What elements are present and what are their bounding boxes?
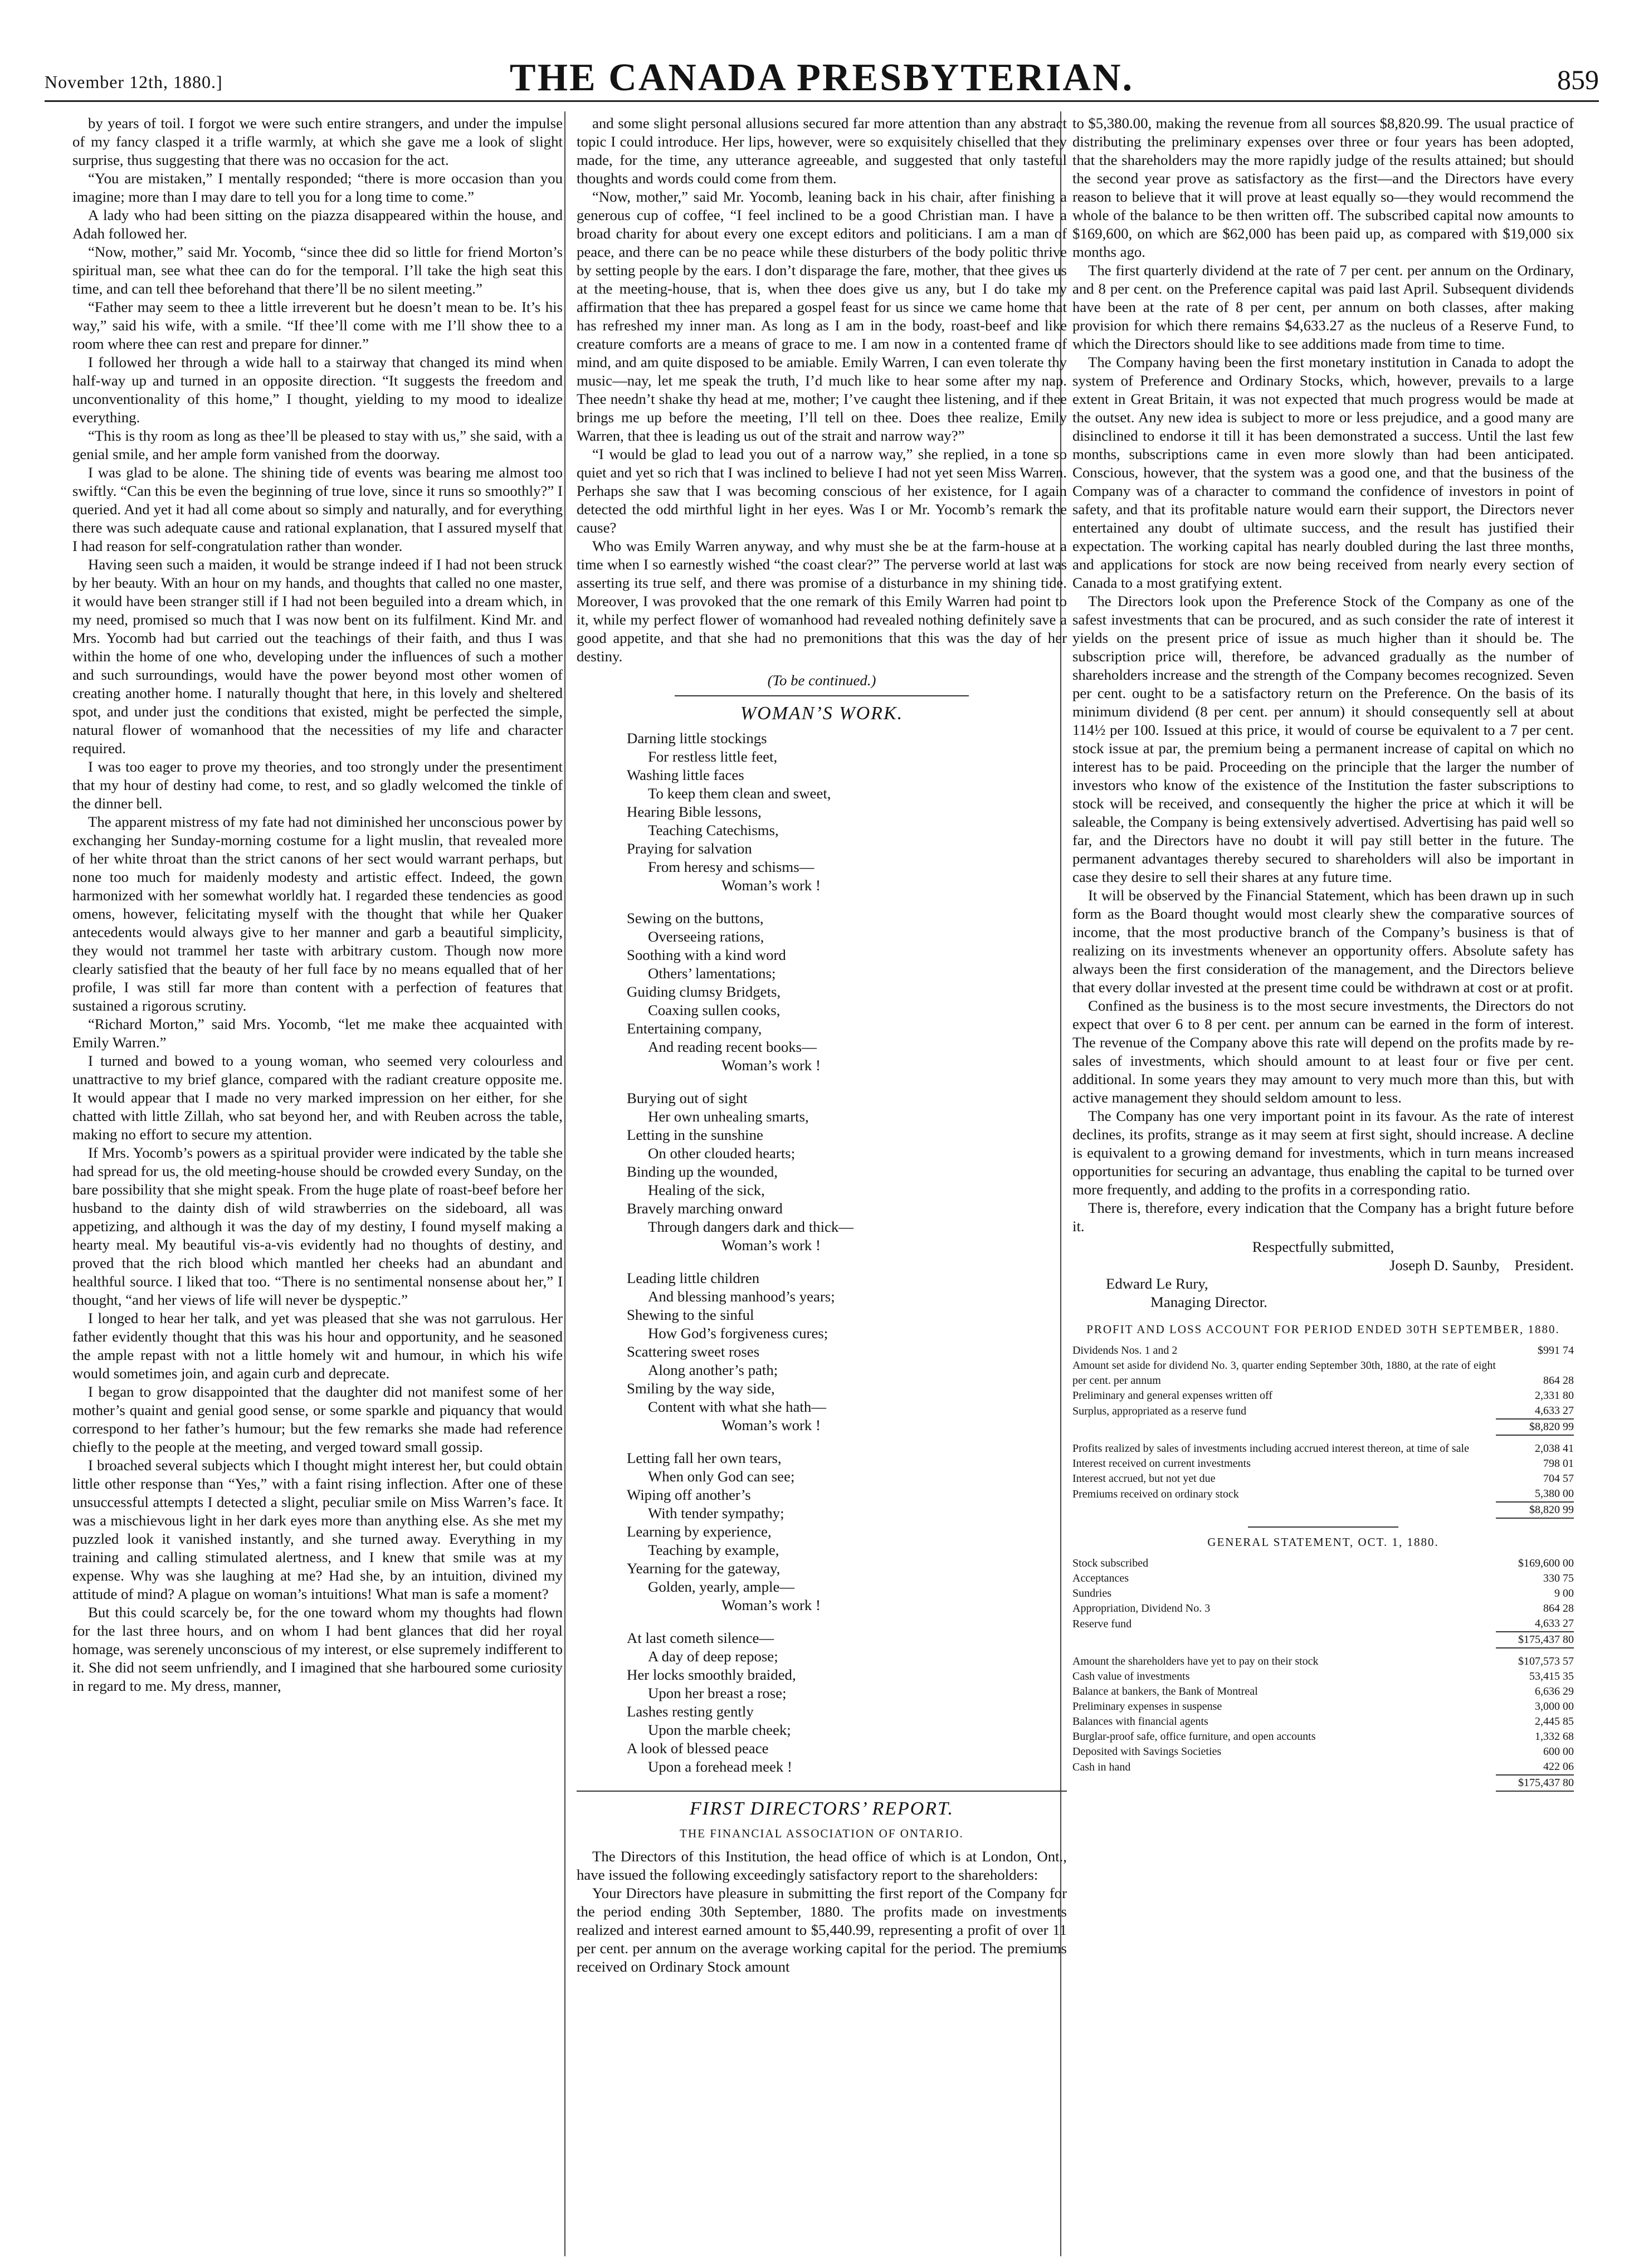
poem-line: For restless little feet, <box>648 748 778 765</box>
account-amount: 600 00 <box>1543 1745 1574 1758</box>
account-label: Amount the shareholders have yet to pay on their stock <box>1072 1655 1319 1667</box>
poem-line: Upon a forehead meek ! <box>648 1758 792 1775</box>
poem-line: Bravely marching onward <box>627 1200 783 1217</box>
paragraph: “You are mistaken,” I mentally responded; “there is more occasion than you imagine; more than I may dare to tell you for a long time to come.” <box>72 170 563 205</box>
account-label: Deposited with Savings Societies <box>1072 1745 1222 1758</box>
poem-line: On other clouded hearts; <box>648 1145 796 1162</box>
account-row <box>1072 1471 1574 1486</box>
account-label: Burglar-proof safe, office furniture, and open accounts <box>1072 1730 1316 1743</box>
poem-line: And blessing manhood’s years; <box>648 1288 835 1305</box>
section-divider <box>1248 1526 1398 1528</box>
poem-line: Leading little children <box>627 1270 760 1286</box>
account-row <box>1072 1759 1574 1775</box>
poem-line: Upon her breast a rose; <box>648 1685 787 1701</box>
paragraph: I broached several subjects which I thought might interest her, but could obtain little other response than “Yes,” with a faint rising inflection. After one of these unsuccessful attempts I detected a slight, peculiar smile on Miss Warren’s face. It was a mischievous light in her dark eyes more than anything else. As she met my puzzled look it vanished instantly, and she turned away. Everything in my training and calling stimulated alertness, and I knew that smile was at my expense. Why was she laughing at me? Had she, by an intuition, divined my attitude of mind? A plague on woman’s intuitions! What man is safe a moment? <box>72 1457 563 1602</box>
account-row <box>1072 1744 1574 1759</box>
paragraph: Who was Emily Warren anyway, and why must she be at the farm-house at a time when I so earnestly wished “the coast clear?” The perverse world at last was asserting its true self, and there was promise of a disturbance in my shining tide. Moreover, I was provoked that the one remark of this Emily Warren had point to it, while my perfect flower of womanhood had revealed nothing definitely save a good appetite, and that she had no premonitions that this was the day of her destiny. <box>577 538 1067 665</box>
paragraph: Confined as the business is to the most secure investments, the Directors do not expect that over 6 to 8 per cent. per annum can be earned in the form of interest. The revenue of the Company above this rate will depend on the profits made by re-sales of investments, which should amount to at least four or five per cent. additional. In some years they may amount to very much more than this, but with active management they should seldom amount to less. <box>1072 997 1574 1106</box>
account-label: Premiums received on ordinary stock <box>1072 1488 1239 1500</box>
account-total-row <box>1072 1419 1574 1435</box>
poem-line: A look of blessed peace <box>627 1740 769 1757</box>
pl-account-debits-table <box>1072 1343 1574 1436</box>
paragraph: I followed her through a wide hall to a stairway that changed its mind when half-way up and turned in an opposite direction. “It suggests the freedom and unconventionality of this home,” I thought, yielding to my mood to idealize everything. <box>72 354 563 426</box>
signature-president <box>1072 1256 1574 1275</box>
account-amount: $169,600 00 <box>1518 1557 1574 1569</box>
poem-line: Sewing on the buttons, <box>627 910 764 926</box>
account-total: $175,437 80 <box>1496 1775 1574 1791</box>
account-label: Cash value of investments <box>1072 1670 1190 1682</box>
poem-line: Teaching by example, <box>648 1542 779 1558</box>
poem-line: Woman’s work ! <box>721 1237 821 1254</box>
account-row <box>1072 1586 1574 1601</box>
paragraph: The apparent mistress of my fate had not diminished her unconscious power by exchanging her Sunday-morning costume for a light muslin, that revealed more of her white throat than the strict canons of her sect would warrant perhaps, but none too much for maidenly modesty and artistic effect. Indeed, the gown harmonized with her somewhat worldly hat. I regarded these tendencies as good omens, however, felicitating myself with the thought that while her Quaker antecedents would always give to her manner and garb a beautiful simplicity, they would not trammel her taste with arbitrary custom. Though now more clearly satisfied that the beauty of her full face by no means equalled that of her profile, I was still far more than content with a perfection of features that sustained a rigorous scrutiny. <box>72 813 563 1014</box>
paragraph: “Now, mother,” said Mr. Yocomb, “since thee did so little for friend Morton’s spiritual man, see what thee can do for the temporal. I’ll take the high seat this time, and can tell thee beforehand that there’ll be no silent meeting.” <box>72 243 563 297</box>
poem-line: Scattering sweet roses <box>627 1343 760 1360</box>
poem-line: Binding up the wounded, <box>627 1163 778 1180</box>
paragraph: “This is thy room as long as thee’ll be pleased to stay with us,” she said, with a genial smile, and her ample form vanished from the doorway. <box>72 427 563 462</box>
account-label: Sundries <box>1072 1587 1111 1599</box>
account-amount: 798 01 <box>1543 1457 1574 1470</box>
masthead-title: THE CANADA PRESBYTERIAN. <box>509 56 1134 99</box>
account-amount: 4,633 27 <box>1535 1404 1574 1417</box>
paragraph: I began to grow disappointed that the daughter did not manifest some of her mother’s quaint and genial good sense, or some sparkle and piquancy that would correspond to her father’s humour; but the few remarks she made had reference chiefly to the people at the meeting, and verged toward small gossip. <box>72 1383 563 1455</box>
paragraph: A lady who had been sitting on the piazza disappeared within the house, and Adah followed her. <box>72 207 563 242</box>
account-row <box>1072 1441 1574 1456</box>
account-row <box>1072 1456 1574 1471</box>
account-label: Interest received on current investments <box>1072 1457 1251 1470</box>
paragraph: I turned and bowed to a young woman, who seemed very colourless and unattractive to my brief glance, compared with the radiant creature opposite me. It would appear that I made no very marked impression on her either, for she chatted with little Zillah, who sat beyond her, and with Reuben across the table, making no effort to secure my attention. <box>72 1052 563 1143</box>
pl-account-credits-table <box>1072 1441 1574 1519</box>
account-amount: 53,415 35 <box>1529 1670 1574 1682</box>
poem-title: WOMAN’S WORK. <box>740 703 904 724</box>
paragraph: The Directors of this Institution, the head office of which is at London, Ont., have issued the following exceedingly satisfactory report to the shareholders: <box>577 1848 1067 1883</box>
signature-director <box>1072 1275 1574 1311</box>
section-divider <box>577 1791 1067 1792</box>
paragraph: But this could scarcely be, for the one toward whom my thoughts had flown for the last three hours, and on whom I had bent glances that did her royal homage, was serenely unconscious of my interest, or else supremely indifferent to it. She did not seem unfriendly, and I imagined that she harboured some curiosity in regard to me. My dress, manner, <box>72 1604 563 1694</box>
paragraph: “Now, mother,” said Mr. Yocomb, leaning back in his chair, after finishing a generous cup of coffee, “I feel inclined to be a good Christian man. I have a broad charity for about every one except editors and politicians. I am a man of peace, and there can be no peace while these disturbers of the body politic thrive by setting people by the ears. I don’t disparage the fare, mother, that thee gives us at the meeting-house, that is, when thee does give us any, but I do take my affirmation that thee has prepared a gospel feast for us since we came home that has refreshed my inner man. As long as I am in the body, roast-beef and like creature comforts are a means of grace to me. I am now in a contented frame of mind, and am quite disposed to be amiable. Emily Warren, I can even tolerate thy music—nay, let me speak the truth, I’d much like to hear some after my nap. Thee needn’t shake thy head at me, mother; I’ve caught thee listening, and if thee brings me up before the meeting, I’ll tell on thee. Does thee realize, Emily Warren, that thee is leading us out of the strait and narrow way?” <box>577 188 1067 444</box>
account-row <box>1072 1684 1574 1699</box>
paragraph: I longed to hear her talk, and yet was pleased that she was not garrulous. Her father evidently thought that this was his hour and opportunity, and he seasoned the ample repast with not a little homely wit and humour, in which his wife would sometimes join, and again curb and deprecate. <box>72 1310 563 1382</box>
poem-stanza <box>627 1269 1067 1435</box>
poem-line: Woman’s work ! <box>721 1597 821 1613</box>
paragraph: Having seen such a maiden, it would be strange indeed if I had not been struck by her beauty. With an hour on my hands, and thoughts that called no one master, it would have been stranger still if I had not been beguiled into a dream which, in my need, promised so much that I was now bent on its fulfilment. Kind Mr. and Mrs. Yocomb had but carried out the teachings of their faith, and thus I was within the home of one who, developing under the influences of such a mother and such surroundings, would have the power beyond most other women of creating another home. I naturally thought that here, in this lovely and sheltered spot, and under just the conditions that existed, might be perfected the simple, natural flower of womanhood that the necessities of my life and character required. <box>72 556 563 757</box>
signatory-title: President. <box>1514 1257 1574 1274</box>
account-total: $8,820 99 <box>1496 1419 1574 1435</box>
account-amount: 3,000 00 <box>1535 1700 1574 1713</box>
poem-line: Lashes resting gently <box>627 1703 754 1720</box>
account-total-row <box>1072 1632 1574 1648</box>
poem-line: Coaxing sullen cooks, <box>648 1002 781 1018</box>
poem-line: Letting in the sunshine <box>627 1126 763 1143</box>
account-total-spacer <box>1072 1419 1496 1435</box>
paragraph: I was too eager to prove my theories, and too strongly under the presentiment that my hour of destiny had come, to rest, and so gladly welcomed the tinkle of the dinner bell. <box>72 758 563 812</box>
account-amount: 422 06 <box>1543 1760 1574 1773</box>
poem-line: Golden, yearly, ample— <box>648 1578 795 1595</box>
poem-line: Smiling by the way side, <box>627 1380 775 1397</box>
account-amount: $107,573 57 <box>1518 1655 1574 1667</box>
account-total-row <box>1072 1775 1574 1791</box>
report-subtitle: THE FINANCIAL ASSOCIATION OF ONTARIO. <box>680 1827 964 1840</box>
account-row <box>1072 1669 1574 1684</box>
paragraph: The Company having been the first monetary institution in Canada to adopt the system of Preference and Ordinary Stocks, which, however, prevails to a large extent in Great Britain, it was not expected that much progress would be made at the outset. Any new idea is subject to more or less prejudice, and a good many are disinclined to endorse it till it has been demonstrated a success. Until the last few months, subscriptions came in even more slowly than had been anticipated. Conscious, however, that the system was a good one, and that the business of the Company was of a character to command the confidence of investors in point of safety, and that its profitable nature would earn their support, the Directors never entertained any doubt of ultimate success, and the result has justified their expectation. The working capital has nearly doubled during the last three months, and applications for stock are now being received from nearly every section of Canada to a most gratifying extent. <box>1072 354 1574 591</box>
account-amount: $991 74 <box>1538 1344 1574 1357</box>
account-row <box>1072 1358 1574 1388</box>
column-3-report <box>1072 114 1574 1792</box>
account-row <box>1072 1654 1574 1669</box>
poem-line: Soothing with a kind word <box>627 947 786 963</box>
account-total-spacer <box>1072 1775 1496 1791</box>
account-label: Appropriation, Dividend No. 3 <box>1072 1602 1211 1615</box>
poem-line: Letting fall her own tears, <box>627 1450 782 1466</box>
general-statement-title: GENERAL STATEMENT, OCT. 1, 1880. <box>1207 1535 1439 1549</box>
account-total-spacer <box>1072 1502 1496 1518</box>
account-row <box>1072 1388 1574 1403</box>
report-title: FIRST DIRECTORS’ REPORT. <box>690 1798 954 1819</box>
poem-line: Praying for salvation <box>627 840 752 857</box>
account-label: Surplus, appropriated as a reserve fund <box>1072 1405 1247 1417</box>
account-total: $8,820 99 <box>1496 1502 1574 1518</box>
poem-line: Darning little stockings <box>627 730 767 747</box>
account-row <box>1072 1556 1574 1571</box>
paragraph: There is, therefore, every indication that the Company has a bright future before it. <box>1072 1199 1574 1235</box>
paragraph: I was glad to be alone. The shining tide of events was bearing me almost too swiftly. “Can this be even the beginning of true love, since it runs so smoothly?” I queried. And yet it had all come about so simply and naturally, and for everything there was such adequate cause and rational explanation, that I assured myself that I had reason for self-congratulation rather than wonder. <box>72 464 563 554</box>
account-row <box>1072 1571 1574 1586</box>
account-label: Balances with financial agents <box>1072 1715 1208 1728</box>
poem-line: Healing of the sick, <box>648 1182 765 1198</box>
account-row <box>1072 1343 1574 1358</box>
account-label: Profits realized by sales of investments including accrued interest thereon, at time of sale <box>1072 1442 1469 1455</box>
account-total: $175,437 80 <box>1496 1632 1574 1648</box>
poem-line: How God’s forgiveness cures; <box>648 1325 828 1342</box>
poem-line: With tender sympathy; <box>648 1505 784 1521</box>
section-divider <box>675 695 969 696</box>
account-row <box>1072 1616 1574 1632</box>
poem-line: Her locks smoothly braided, <box>627 1666 796 1683</box>
poem-stanza <box>627 909 1067 1075</box>
poem-line: Through dangers dark and thick— <box>648 1218 854 1235</box>
signatory-title: Managing Director. <box>1150 1294 1267 1310</box>
paragraph: “Richard Morton,” said Mrs. Yocomb, “let me make thee acquainted with Emily Warren.” <box>72 1016 563 1051</box>
paragraph: Your Directors have pleasure in submitting the first report of the Company for the period ending 30th September, 1880. The profits made on investments realized and interest earned amount to $5,440.99, representing a profit of over 11 per cent. per annum on the average working capital for the period. The premiums received on Ordinary Stock amount <box>577 1885 1067 1975</box>
poem-line: Entertaining company, <box>627 1020 762 1037</box>
poem-line: Guiding clumsy Bridgets, <box>627 983 781 1000</box>
paragraph: It will be observed by the Financial Statement, which has been drawn up in such form as the Board thought would most clearly shew the comparative sources of income, that the most productive branch of the Company’s business is that of realizing on its investments whenever an opportunity offers. Absolute safety has always been the first consideration of the management, and the Directors believe that every dollar invested at the present time could be withdrawn at cost or at profit. <box>1072 887 1574 996</box>
account-amount: 2,445 85 <box>1535 1715 1574 1728</box>
poem-stanza <box>627 1449 1067 1615</box>
poem-line: When only God can see; <box>648 1468 795 1485</box>
account-label: Preliminary and general expenses written off <box>1072 1389 1272 1402</box>
poem-line: Teaching Catechisms, <box>648 822 779 838</box>
account-amount: 2,038 41 <box>1535 1442 1574 1455</box>
account-amount: 704 57 <box>1543 1472 1574 1485</box>
account-amount: 1,332 68 <box>1535 1730 1574 1743</box>
page-number: 859 <box>1557 64 1599 95</box>
paragraph: The Company has one very important point in its favour. As the rate of interest declines, its profits, strange as it may seem at first sight, should increase. A decline is equivalent to a growing demand for investments, which in turn means increased opportunities for securing an advantage, thus enabling the capital to be turned over more frequently, and adding to the profits in a corresponding ratio. <box>1072 1108 1574 1198</box>
poem-line: To keep them clean and sweet, <box>648 785 831 802</box>
paragraph: and some slight personal allusions secured far more attention than any abstract topic I could introduce. Her lips, however, were so exquisitely chiselled that they made, for the time, any utterance agreeable, and suggested that only tasteful thoughts and words could come from them. <box>577 115 1067 187</box>
account-row <box>1072 1486 1574 1502</box>
account-amount: 2,331 80 <box>1535 1389 1574 1402</box>
account-row <box>1072 1601 1574 1616</box>
liabilities-table <box>1072 1556 1574 1648</box>
poem-line: Others’ lamentations; <box>648 965 776 982</box>
account-label: Reserve fund <box>1072 1618 1132 1630</box>
adjacent-page-edge <box>0 95 22 1766</box>
paragraph: If Mrs. Yocomb’s powers as a spiritual provider were indicated by the table she had spread for us, the old meeting-house should be crowded every Sunday, on the bare possibility that she might speak. From the huge plate of roast-beef before her husband to the dainty dish of wild strawberries on the sideboard, all was appetizing, and although it was the day of my destiny, I found myself making a hearty meal. My beautiful vis-a-vis evidently had no thoughts of destiny, and proved that the rich blood which mantled her cheeks had an abundant and healthful source. I liked that too. “There is no sentimental nonsense about her,” I thought, “and her views of life will never be dyspeptic.” <box>72 1144 563 1308</box>
account-amount: 5,380 00 <box>1535 1487 1574 1500</box>
column-rule <box>564 111 565 2256</box>
page-header <box>45 39 1599 102</box>
pl-account-title: PROFIT AND LOSS ACCOUNT FOR PERIOD ENDED 30TH SEPTEMBER, 1880. <box>1086 1323 1560 1336</box>
account-label: Interest accrued, but not yet due <box>1072 1472 1216 1485</box>
poem-line: Along another’s path; <box>648 1362 778 1378</box>
paragraph: “Father may seem to thee a little irreverent but he doesn’t mean to be. It’s his way,” said his wife, with a smile. “If thee’ll come with me I’ll show thee to a room where thee can rest and prepare for dinner.” <box>72 299 563 352</box>
closing: Respectfully submitted, <box>1252 1238 1394 1255</box>
poem-line: Washing little faces <box>627 767 744 783</box>
paragraph: to $5,380.00, making the revenue from all sources $8,820.99. The usual practice of distributing the preliminary expenses over three or four years has been adopted, that the shareholders may the more rapidly judge of the results attained; but should the second year prove as satisfactory as the first—and the Directors have every reason to believe that it will prove at least equally so—they would recommend the whole of the balance to be then written off. The subscribed capital now amounts to $169,600, on which are $62,000 has been paid up, as compared with $19,000 six months ago. <box>1072 115 1574 260</box>
account-row <box>1072 1403 1574 1419</box>
account-total-spacer <box>1072 1632 1496 1648</box>
signatory-name: Edward Le Rury, <box>1106 1275 1208 1292</box>
issue-date: November 12th, 1880.] <box>45 72 223 92</box>
account-amount: 4,633 27 <box>1535 1617 1574 1630</box>
poem-line: Shewing to the sinful <box>627 1306 754 1323</box>
poem-stanza <box>627 1089 1067 1255</box>
poem-stanza <box>627 1629 1067 1776</box>
poem-line: And reading recent books— <box>648 1038 817 1055</box>
poem-line: A day of deep repose; <box>648 1648 778 1665</box>
poem-line: Yearning for the gateway, <box>627 1560 781 1577</box>
paragraph: by years of toil. I forgot we were such entire strangers, and under the impulse of my fancy clasped it a trifle warmly, at which she gave me a look of slight surprise, thus suggesting that there was no occasion for the act. <box>72 115 563 168</box>
poem-line: At last cometh silence— <box>627 1630 774 1646</box>
to-be-continued: (To be continued.) <box>767 672 876 689</box>
account-amount: 9 00 <box>1554 1587 1574 1599</box>
account-amount: 864 28 <box>1543 1602 1574 1615</box>
account-total-row <box>1072 1502 1574 1518</box>
poem-line: Woman’s work ! <box>721 1417 821 1433</box>
poem-line: Her own unhealing smarts, <box>648 1108 809 1125</box>
account-label: Acceptances <box>1072 1572 1129 1584</box>
poem-line: Woman’s work ! <box>721 877 821 894</box>
column-2 <box>577 114 1067 1976</box>
account-row <box>1072 1729 1574 1744</box>
poem-line: Wiping off another’s <box>627 1486 751 1503</box>
poem-line: From heresy and schisms— <box>648 859 814 875</box>
account-amount: 330 75 <box>1543 1572 1574 1584</box>
poem-line: Woman’s work ! <box>721 1057 821 1074</box>
account-label: Balance at bankers, the Bank of Montreal <box>1072 1685 1258 1698</box>
paragraph: “I would be glad to lead you out of a narrow way,” she replied, in a tone so quiet and yet so rich that I was inclined to believe I had not yet seen Miss Warren. Perhaps she saw that I was becoming conscious of her existence, for I again detected the odd mirthful light in her eyes. Was I or Mr. Yocomb’s remark the cause? <box>577 446 1067 536</box>
account-label: Amount set aside for dividend No. 3, quarter ending September 30th, 1880, at the rate of eight per cent. per annum <box>1072 1359 1496 1387</box>
account-label: Preliminary expenses in suspense <box>1072 1700 1222 1713</box>
account-amount: 864 28 <box>1543 1374 1574 1387</box>
poem-line: Content with what she hath— <box>648 1398 827 1415</box>
paragraph: The first quarterly dividend at the rate of 7 per cent. per annum on the Ordinary, and 8 per cent. on the Preference capital was paid last April. Subsequent dividends have been at the rate of 8 per cent, per annum on both classes, after making provision for which there remains $4,633.27 as the nucleus of a Reserve Fund, to which the Directors should like to see additions made from time to time. <box>1072 262 1574 352</box>
poem-line: Learning by experience, <box>627 1523 772 1540</box>
account-label: Stock subscribed <box>1072 1557 1149 1569</box>
poem-line: Burying out of sight <box>627 1090 748 1106</box>
poem-line: Upon the marble cheek; <box>648 1721 791 1738</box>
account-row <box>1072 1714 1574 1729</box>
signatory-name: Joseph D. Saunby, <box>1389 1257 1500 1274</box>
column-1-story <box>72 114 563 1695</box>
paragraph: The Directors look upon the Preference Stock of the Company as one of the safest investments that can be procured, and as such consider the rate of interest it yields on the present price of issue as much higher than it should be. The subscription price will, therefore, be advanced gradually as the number of shareholders increase and the strength of the Company becomes recognized. Seven per cent. ought to be a satisfactory return on the Preference. On the basis of its minimum dividend (8 per cent. per annum) it should consequently sell at about 114½ per 100. Issued at this price, it would of course be equivalent to a 7 per cent. stock issue at par, the premium being a permanent increase of capital on which no interest has to be paid. Proceeding on the principle that the larger the number of investors who know of the existence of the Institution the faster subscriptions to stock will be received, and consequently the higher the price at which it will be saleable, the Company is being extensively advertised. Advertising has paid well so far, and the Directors have no doubt it will pay still better in the future. The permanent advantages thereby secured to shareholders will also be important in case they desire to sell their shares at any future time. <box>1072 593 1574 885</box>
poem-line: Overseeing rations, <box>648 928 764 945</box>
poem-stanza <box>627 729 1067 895</box>
poem-line: Hearing Bible lessons, <box>627 803 762 820</box>
account-row <box>1072 1699 1574 1714</box>
assets-table <box>1072 1654 1574 1792</box>
account-label: Cash in hand <box>1072 1761 1131 1773</box>
poem <box>627 729 1067 1776</box>
account-amount: 6,636 29 <box>1535 1685 1574 1698</box>
account-label: Dividends Nos. 1 and 2 <box>1072 1344 1178 1357</box>
